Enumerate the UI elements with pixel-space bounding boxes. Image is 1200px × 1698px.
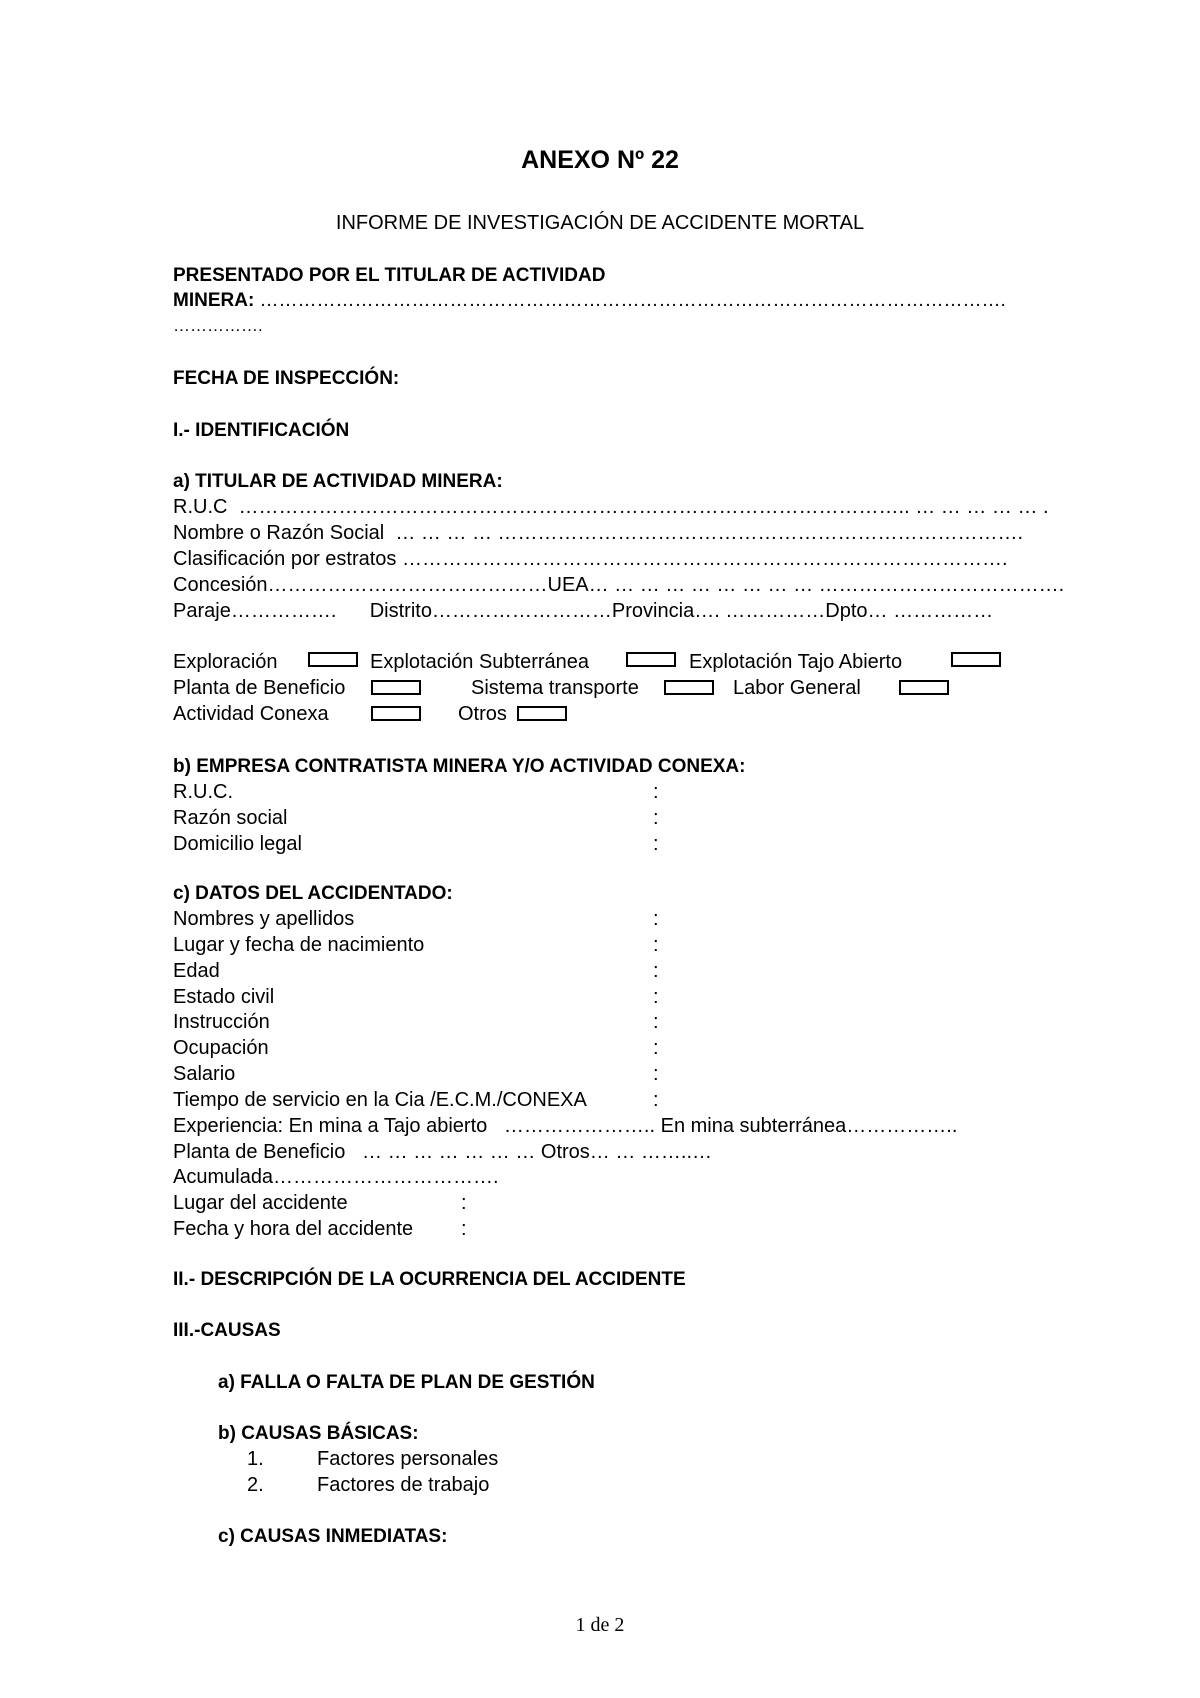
empresa-razon-social-label: Razón social <box>173 807 288 829</box>
field-colon: : <box>653 833 659 855</box>
ruc-line: R.U.C ……………………………………………………………………………………….. … … … … … . <box>173 496 1049 518</box>
accidentado-salario-label: Salario <box>173 1063 236 1085</box>
field-colon: : <box>653 960 659 982</box>
clasificacion-line: Clasificación por estratos ………………………………………………………………………………. <box>173 548 1008 570</box>
causa-basica-text: Factores de trabajo <box>317 1474 490 1496</box>
field-colon: : <box>653 1089 659 1111</box>
accidentado-instruccion-label: Instrucción <box>173 1011 270 1033</box>
document-title: ANEXO Nº 22 <box>521 146 679 174</box>
section2-heading: II.- DESCRIPCIÓN DE LA OCURRENCIA DEL ACCIDENTE <box>173 1269 686 1290</box>
option-sistema-transporte-label: Sistema transporte <box>471 677 639 699</box>
field-colon: : <box>653 781 659 803</box>
section3b-heading: b) CAUSAS BÁSICAS: <box>218 1423 419 1444</box>
option-labor-general-label: Labor General <box>733 677 861 699</box>
empresa-ruc-label: R.U.C. <box>173 781 233 803</box>
fecha-accidente-label: Fecha y hora del accidente <box>173 1218 414 1240</box>
accidentado-edad-label: Edad <box>173 960 220 982</box>
field-colon: : <box>653 1011 659 1033</box>
field-colon: : <box>653 1037 659 1059</box>
presentado-line1: PRESENTADO POR EL TITULAR DE ACTIVIDAD <box>173 265 606 286</box>
explotacion-subterranea-checkbox[interactable] <box>626 652 676 667</box>
sistema-transporte-checkbox[interactable] <box>664 680 714 695</box>
presentado-dots: ………………………………………………………………………………………………………. <box>254 290 1006 311</box>
presentado-line3: ……………. <box>173 316 263 335</box>
section1a-heading: a) TITULAR DE ACTIVIDAD MINERA: <box>173 471 503 492</box>
causa-basica-num: 1. <box>247 1448 264 1470</box>
field-colon: : <box>653 986 659 1008</box>
field-colon: : <box>461 1192 467 1214</box>
presentado-line2 <box>173 291 1006 310</box>
field-colon: : <box>653 1063 659 1085</box>
field-colon: : <box>653 934 659 956</box>
option-planta-beneficio-label: Planta de Beneficio <box>173 677 346 699</box>
option-explotacion-tajo-label: Explotación Tajo Abierto <box>689 651 903 673</box>
section1c-heading: c) DATOS DEL ACCIDENTADO: <box>173 883 453 904</box>
section1-heading: I.- IDENTIFICACIÓN <box>173 420 350 441</box>
planta-beneficio-checkbox[interactable] <box>371 680 421 695</box>
accidentado-tiempo-servicio-label: Tiempo de servicio en la Cia /E.C.M./CONEXA <box>173 1089 587 1111</box>
explotacion-tajo-checkbox[interactable] <box>951 652 1001 667</box>
paraje-line: Paraje……………. Distrito………………………Provincia…. ……………Dpto… …………… <box>173 600 994 622</box>
section3-heading: III.-CAUSAS <box>173 1320 281 1341</box>
acumulada-line: Acumulada……………………………. <box>173 1166 499 1188</box>
fecha-inspeccion-label: FECHA DE INSPECCIÓN: <box>173 368 400 389</box>
field-colon: : <box>461 1218 467 1240</box>
lugar-accidente-label: Lugar del accidente <box>173 1192 348 1214</box>
option-explotacion-subterranea-label: Explotación Subterránea <box>370 651 590 673</box>
accidentado-estado-civil-label: Estado civil <box>173 986 275 1008</box>
experiencia-line: Experiencia: En mina a Tajo abierto ………………….. En mina subterránea…………….. <box>173 1115 958 1137</box>
planta-otros-line: Planta de Beneficio … … … … … … … Otros… … ……..… <box>173 1141 713 1163</box>
option-otros-label: Otros <box>458 703 507 725</box>
field-colon: : <box>653 807 659 829</box>
empresa-domicilio-label: Domicilio legal <box>173 833 302 855</box>
concesion-line: Concesión……………………………………UEA… … … … … … … … … ………………………………. <box>173 574 1065 596</box>
causa-basica-num: 2. <box>247 1474 264 1496</box>
accidentado-nombres-label: Nombres y apellidos <box>173 908 355 930</box>
option-exploracion-label: Exploración <box>173 651 278 673</box>
causa-basica-text: Factores personales <box>317 1448 499 1470</box>
page-number: 1 de 2 <box>575 1614 625 1636</box>
document-subtitle: INFORME DE INVESTIGACIÓN DE ACCIDENTE MORTAL <box>335 212 865 234</box>
presentado-minera-label: MINERA: <box>173 290 255 311</box>
field-colon: : <box>653 908 659 930</box>
section3c-heading: c) CAUSAS INMEDIATAS: <box>218 1526 448 1547</box>
section1b-heading: b) EMPRESA CONTRATISTA MINERA Y/O ACTIVIDAD CONEXA: <box>173 756 746 777</box>
labor-general-checkbox[interactable] <box>899 680 949 695</box>
otros-checkbox[interactable] <box>517 706 567 721</box>
actividad-conexa-checkbox[interactable] <box>371 706 421 721</box>
accidentado-nacimiento-label: Lugar y fecha de nacimiento <box>173 934 425 956</box>
razon-social-line: Nombre o Razón Social … … … … ……………………………………………………………………. <box>173 522 1024 544</box>
exploracion-checkbox[interactable] <box>308 652 358 667</box>
option-actividad-conexa-label: Actividad Conexa <box>173 703 329 725</box>
section3a-heading: a) FALLA O FALTA DE PLAN DE GESTIÓN <box>218 1372 595 1393</box>
accidentado-ocupacion-label: Ocupación <box>173 1037 269 1059</box>
